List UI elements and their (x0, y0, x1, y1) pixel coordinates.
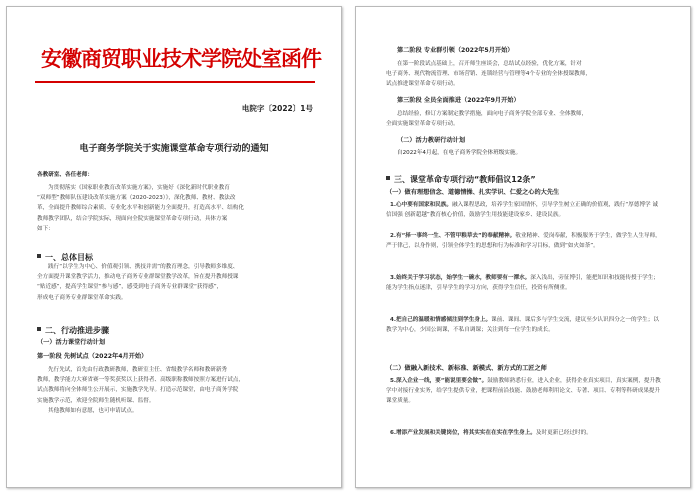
item-6: 6.增添产业发展和关键岗位，将其实实在在实在学生身上。及时更新已经过时的。 (390, 430, 592, 436)
phase1-line: 教师，教学能力大赛省赛一等奖获奖以上获得者、高级职称教师按照方案进行试点， (37, 377, 244, 384)
document-page-2 (355, 6, 691, 488)
subheading-great-teacher: （一）做有理想信念、道德情操、扎实学识、仁爱之心的大先生 (386, 189, 560, 196)
phase1-paragraph (37, 365, 313, 416)
goal-line: 践行“以学生为中心、价值观引领、携技并需”的教育理念，引导教师多维度、 (48, 264, 239, 270)
bullet-square-icon (37, 254, 41, 258)
item-1: 1.心中要有国家和民族。融入课程思政，培养学生家国情怀，引导学生树立正确的价值观，践行“厚德博学 诚信国强 创新超越”教育核心价值，鼓励学生用技能建设家乡、建设民族。 (386, 202, 659, 219)
phase2-paragraph (386, 59, 662, 90)
subheading-craftsman-teacher: （二）做融入新技术、新标准、新模式、新方式的工匠之师 (386, 365, 547, 372)
subheading-teaching-research: （二）活力教研行动计划 (397, 137, 466, 144)
phase2-line: 电子商务、现代物流管理、市场营销、连锁经营与管理等4个专业的全体授课教师， (386, 71, 591, 78)
teaching-research-line: 自2022年4月起，在电子商务学院全体班级实施。 (397, 150, 522, 156)
section-heading-1: 一、总体目标 (37, 245, 93, 264)
section-heading-3: 三、课堂革命专项行动“教师倡议12条” (386, 167, 536, 186)
phase2-line: 在第一阶段试点基础上，召开师生座谈会，总结试点经验，优化方案，针对 (397, 61, 582, 67)
document-page-1 (6, 6, 342, 488)
intro-line: 为贯彻落实《国家职业教育改革实施方案》，实施好《深化新时代职业教育 (48, 185, 230, 191)
intro-line: 如下： (37, 225, 54, 232)
phase1-line: 先行先试，首先由行政教研教师，教研室主任、省级教学名师和教研新秀 (48, 367, 228, 373)
phase2-line: 试点推进课堂革命专项行动。 (386, 81, 459, 88)
document-title: 电子商务学院关于实施课堂革命专项行动的通知 (79, 144, 269, 154)
phase1-line: 实施教学示范，欢迎全院师生随机听课、监督。 (37, 397, 155, 404)
document-number: 电院字〔2022〕1号 (241, 104, 313, 113)
item-2: 2.有“择一事终一生、不管甲粮草去”的奉献精神。敬业精神、爱岗奉献，积极服务于学生，做学生人生导师，严于律己，以身作则，引领全体学生的思想和行为标准和学习目标，做到“如火如荼”。 (386, 233, 661, 250)
intro-line: “双师型”教师队伍建设改革实施方案（2020-2023）》，深化教师、教材、教法改 (37, 195, 236, 202)
letterhead-rule (35, 81, 315, 83)
phase1-note: 其他教师如有意愿，也可申请试点。 (48, 407, 138, 414)
salutation: 各教研室、各任老师： (37, 172, 93, 178)
subheading-action-plan: （一）活力课堂行动计划 (37, 339, 106, 346)
intro-line: 教师教学团队，结合学院实际，现面向全院实施课堂革命专项行动，具体方案 (37, 215, 228, 222)
item-5: 5.深入企业一线，要“能说里要会做”。鼓励教师熟悉行业，进入企业，获得企业真实项目，真实案例，提升教学中对接行业实务，给学生提供专业，把课程前沿技能、鼓励老师利用论文、专著、项目、专利等科研成果提升课堂质量。 (386, 378, 661, 405)
goal-line: 形成电子商务专业群课堂革命实践。 (37, 294, 127, 301)
phase1-line: 试点教师将向全体师生公开展示，实施教学先导。打造示范课堂，由电子商务学院 (37, 387, 239, 394)
intro-line: 革，全面提升教师综合素质、专业化水平和创新能力全面提升，打造高水平、结构化 (37, 205, 244, 212)
goal-line: 全方面提升课堂教学活力，推动电子商务专业群课堂教学改革，旨在提升教师授课 (37, 274, 239, 281)
phase3-heading: 第三阶段 全员全面推进（2022年9月开始） (397, 97, 520, 104)
item-4: 4.把自己的温暖和情感倾注到学生身上。课前、课间、课后多与学生交流，建议至少认识四分之一的学生；以教学为中心，少国公调课，不私自调课；关注到每一位学生的成长。 (386, 317, 659, 334)
intro-paragraph (37, 183, 313, 234)
goal-line: “贴近感”，提高学生课堂“参与感”，感受到电子商务专业群课堂“获得感”， (37, 284, 223, 291)
bullet-square-icon (386, 176, 390, 180)
phase3-line: 总结经验，修订方案制定教学措施，面向电子商务学院全部专业、全体教师， (397, 111, 588, 117)
phase3-line: 全面实施课堂革命专项行动。 (386, 121, 459, 128)
section-heading-2: 二、行动推进步骤 (37, 318, 109, 337)
letterhead-title: 安徽商贸职业技术学院处室函件 (41, 46, 321, 71)
phase3-paragraph (386, 109, 662, 129)
bullet-square-icon (37, 327, 41, 331)
phase1-heading: 第一阶段 先树试点（2022年4月开始） (37, 353, 148, 360)
item-3: 3.始终关于学习状态，始学生一碗水，教师要有一潭水。深入浅出，旁征博引，能把知识和技能传授于学生；能为学生指点迷津，引导学生的学习方向，获得学生信任，投资有所侧重。 (386, 275, 659, 292)
phase2-heading: 第二阶段 专业群引领（2022年5月开始） (397, 47, 514, 54)
goal-paragraph (37, 262, 313, 303)
